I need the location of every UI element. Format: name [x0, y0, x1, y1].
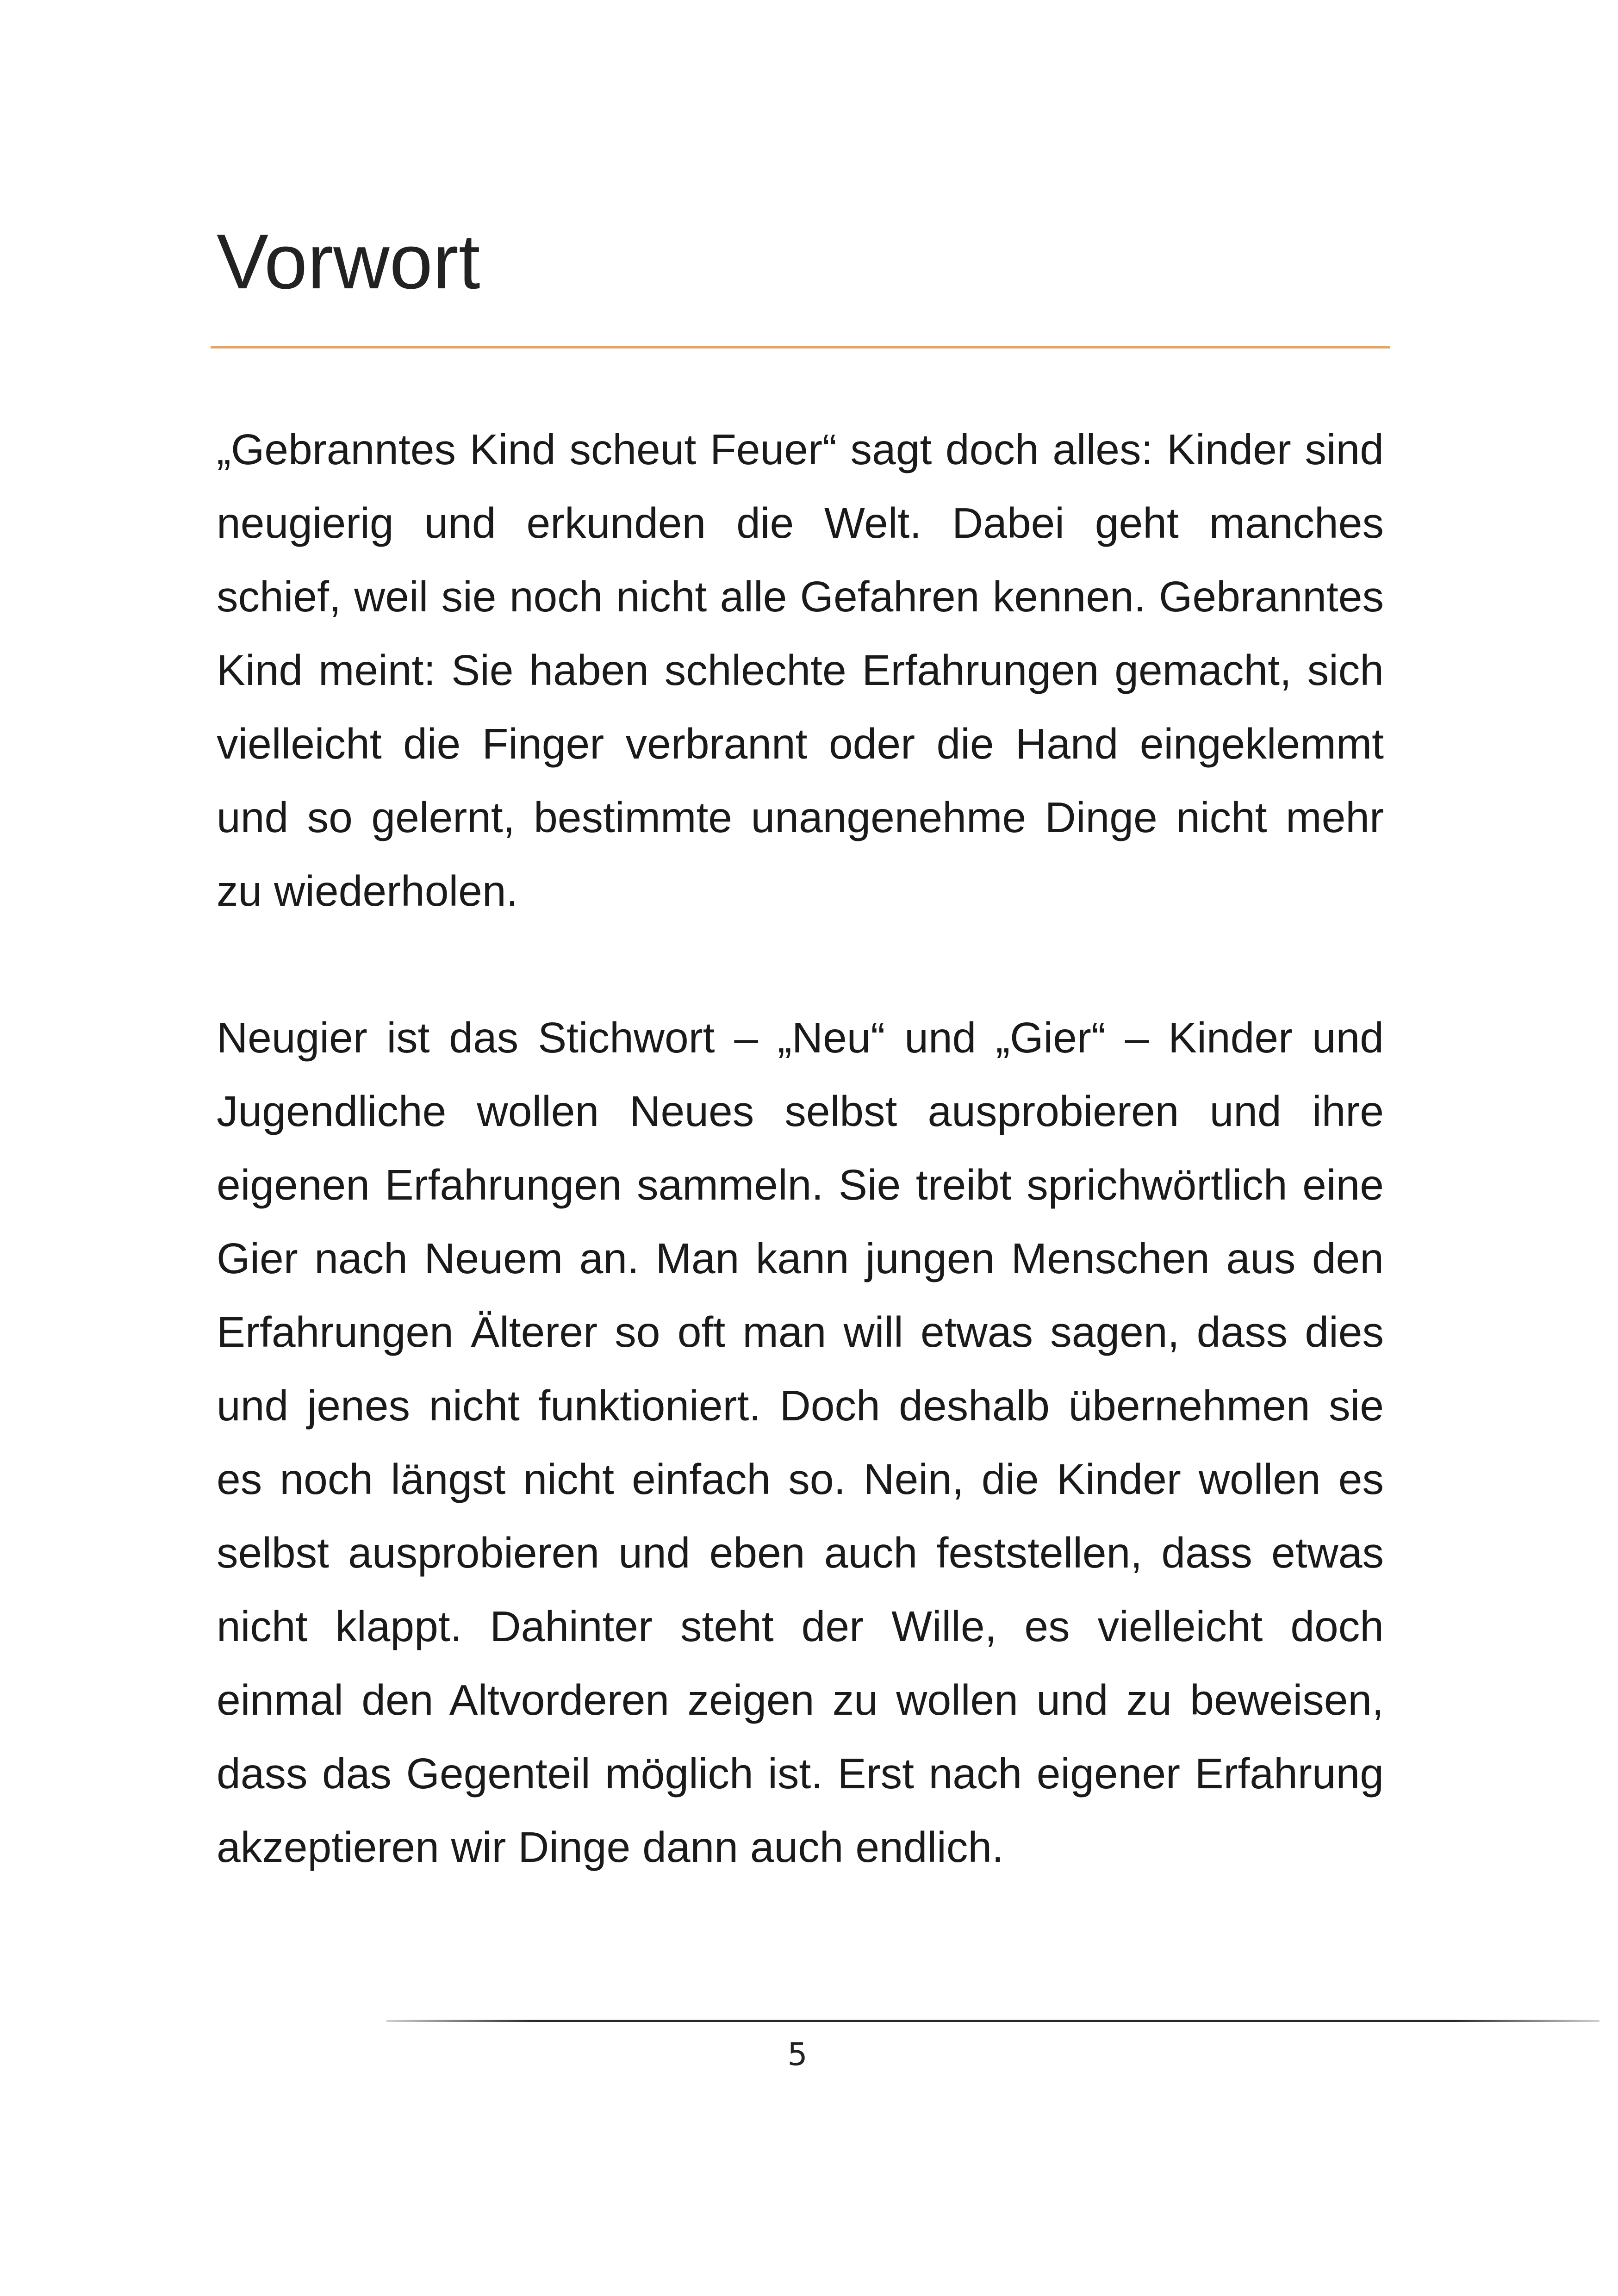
page-number: 5	[787, 2036, 808, 2073]
page-title: Vorwort	[217, 218, 480, 305]
paragraph-2: Neugier ist das Stichwort – „Neu“ und „Gier“ – Kinder und Jugendliche wollen Neues selbst ausprobieren und ihre eigenen Erfahrungen sammeln. Sie treibt sprichwörtlich eine Gier nach Neuem an. Man kann jungen Menschen aus den Erfahrungen Älterer so oft man will etwas sagen, dass dies und jenes nicht funktioniert. Doch deshalb übernehmen sie es noch längst nicht einfach so. Nein, die Kinder wollen es selbst ausprobieren und eben auch feststellen, dass etwas nicht klappt. Dahinter steht der Wille, es vielleicht doch einmal den Altvorderen zeigen zu wollen und zu beweisen, dass das Gegenteil möglich ist. Erst nach eigener Erfahrung akzeptieren wir Dinge dann auch endlich.	[217, 1014, 1384, 1871]
paragraph-1: „Gebranntes Kind scheut Feuer“ sagt doch alles: Kinder sind neugierig und erkunden die Welt. Dabei geht manches schief, weil sie noch nicht alle Gefahren kennen. Gebranntes Kind meint: Sie haben schlechte Erfahrungen gemacht, sich vielleicht die Finger verbrannt oder die Hand eingeklemmt und so gelernt, bestimmte unangenehme Dinge nicht mehr zu wiederholen.	[217, 425, 1384, 915]
footer-divider	[386, 2020, 1599, 2022]
title-divider	[211, 346, 1390, 348]
